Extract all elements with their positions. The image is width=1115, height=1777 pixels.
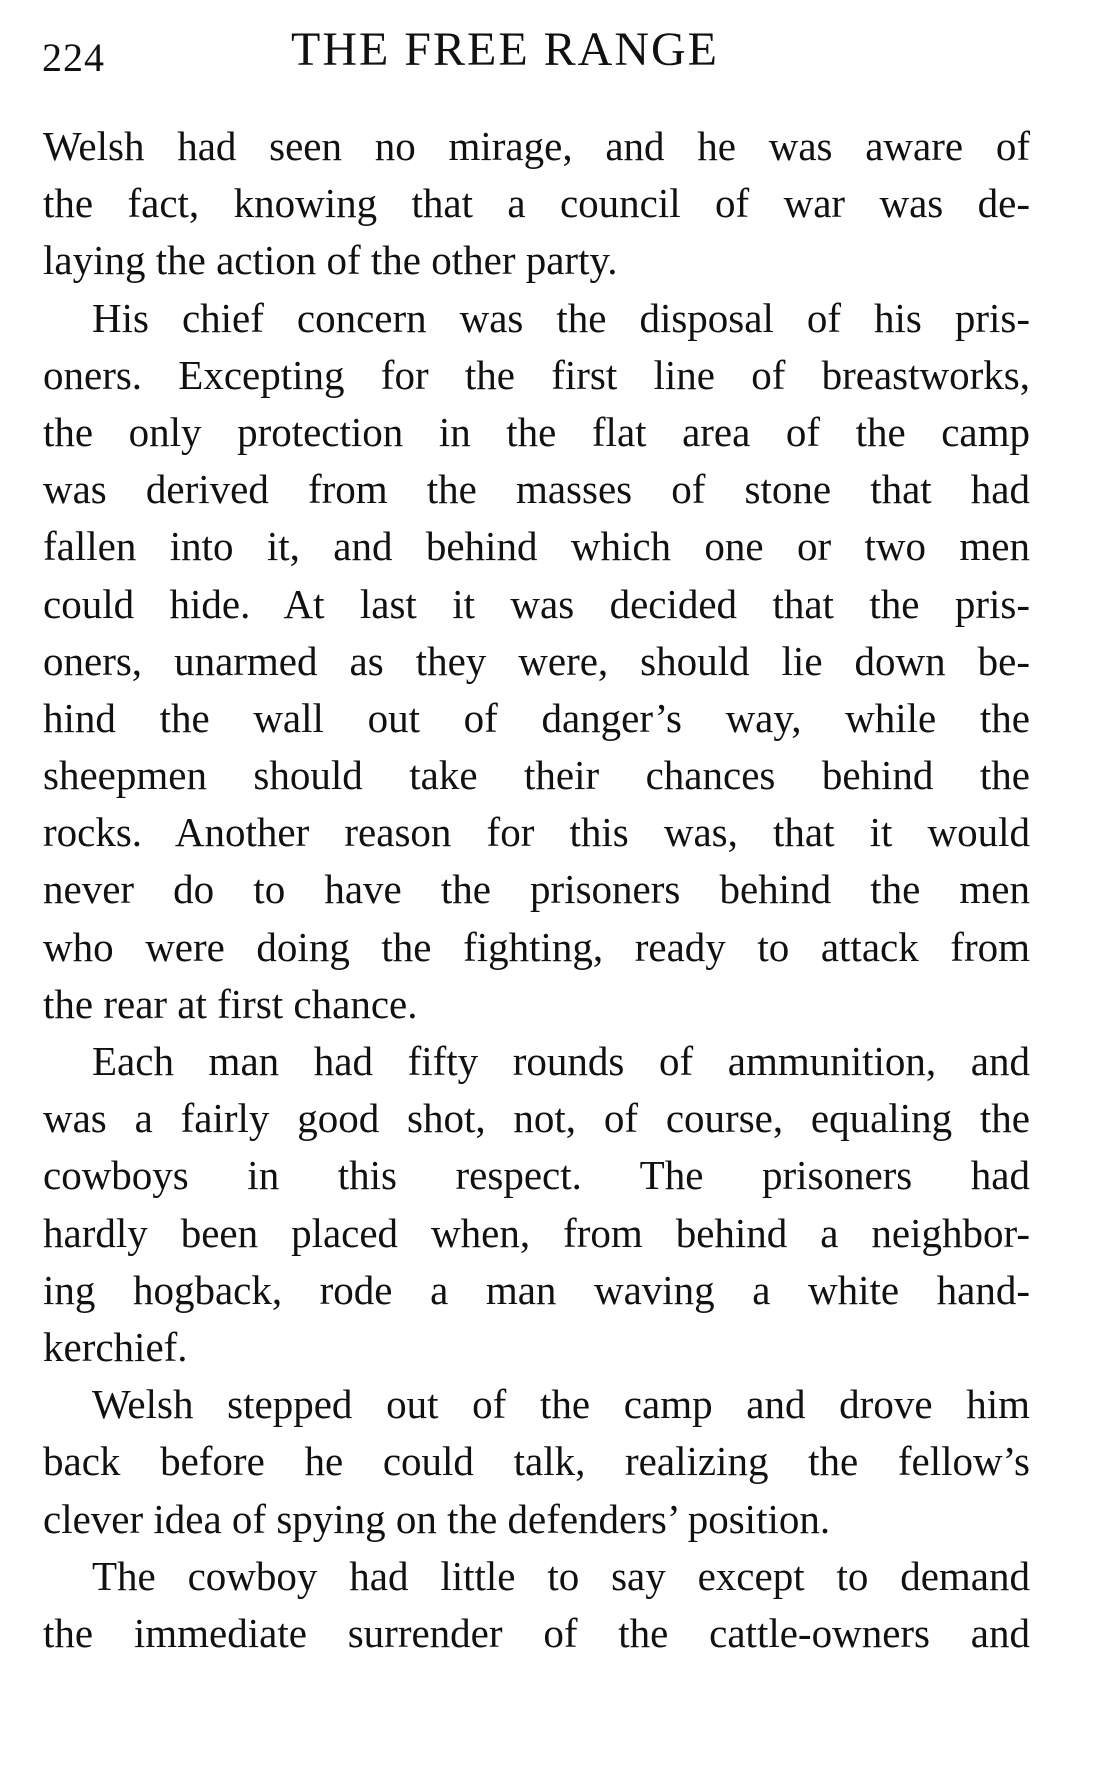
text-line: hardly been placed when, from behind a neighbor- xyxy=(43,1209,1030,1256)
text-line: kerchief. xyxy=(43,1323,188,1370)
paragraph xyxy=(43,1376,1030,1548)
text-line: ing hogback, rode a man waving a white hand- xyxy=(43,1266,1030,1313)
text-line: hind the wall out of danger’s way, while the xyxy=(43,694,1030,741)
text-line: the immediate surrender of the cattle-owners and xyxy=(43,1609,1030,1656)
text-line: back before he could talk, realizing the fellow’s xyxy=(43,1438,1030,1485)
text-line: Each man had fifty rounds of ammunition, and xyxy=(92,1038,1030,1084)
text-line: who were doing the fighting, ready to attack from xyxy=(43,923,1030,970)
text-line: the fact, knowing that a council of war was de- xyxy=(43,180,1030,227)
paragraph xyxy=(43,290,1030,1033)
text-line: never do to have the prisoners behind the men xyxy=(43,866,1030,913)
text-line: oners. Excepting for the first line of breastworks, xyxy=(43,351,1030,398)
text-line: laying the action of the other party. xyxy=(43,237,618,284)
text-line: the only protection in the flat area of the camp xyxy=(43,408,1030,455)
text-line: fallen into it, and behind which one or two men xyxy=(43,523,1030,570)
text-line: sheepmen should take their chances behind the xyxy=(43,752,1030,799)
text-line: was a fairly good shot, not, of course, equaling the xyxy=(43,1095,1030,1142)
body-text xyxy=(43,118,1030,1662)
paragraph xyxy=(43,118,1030,290)
text-line: The cowboy had little to say except to demand xyxy=(92,1552,1030,1599)
running-head: THE FREE RANGE xyxy=(291,23,719,76)
paragraph xyxy=(43,1548,1030,1662)
page-header xyxy=(42,22,1027,82)
text-line: His chief concern was the disposal of his pris- xyxy=(92,294,1030,341)
text-line: cowboys in this respect. The prisoners had xyxy=(43,1152,1030,1199)
text-line: the rear at first chance. xyxy=(43,980,418,1027)
text-line: Welsh had seen no mirage, and he was aware of xyxy=(43,123,1030,169)
text-line: rocks. Another reason for this was, that it would xyxy=(43,809,1030,856)
text-line: clever idea of spying on the defenders’ position. xyxy=(43,1495,831,1542)
text-line: Welsh stepped out of the camp and drove him xyxy=(92,1381,1030,1428)
paragraph xyxy=(43,1033,1030,1376)
text-line: was derived from the masses of stone that had xyxy=(43,466,1030,513)
text-line: oners, unarmed as they were, should lie down be- xyxy=(43,637,1030,684)
page-number: 224 xyxy=(42,35,105,80)
text-line: could hide. At last it was decided that the pris- xyxy=(43,580,1030,627)
